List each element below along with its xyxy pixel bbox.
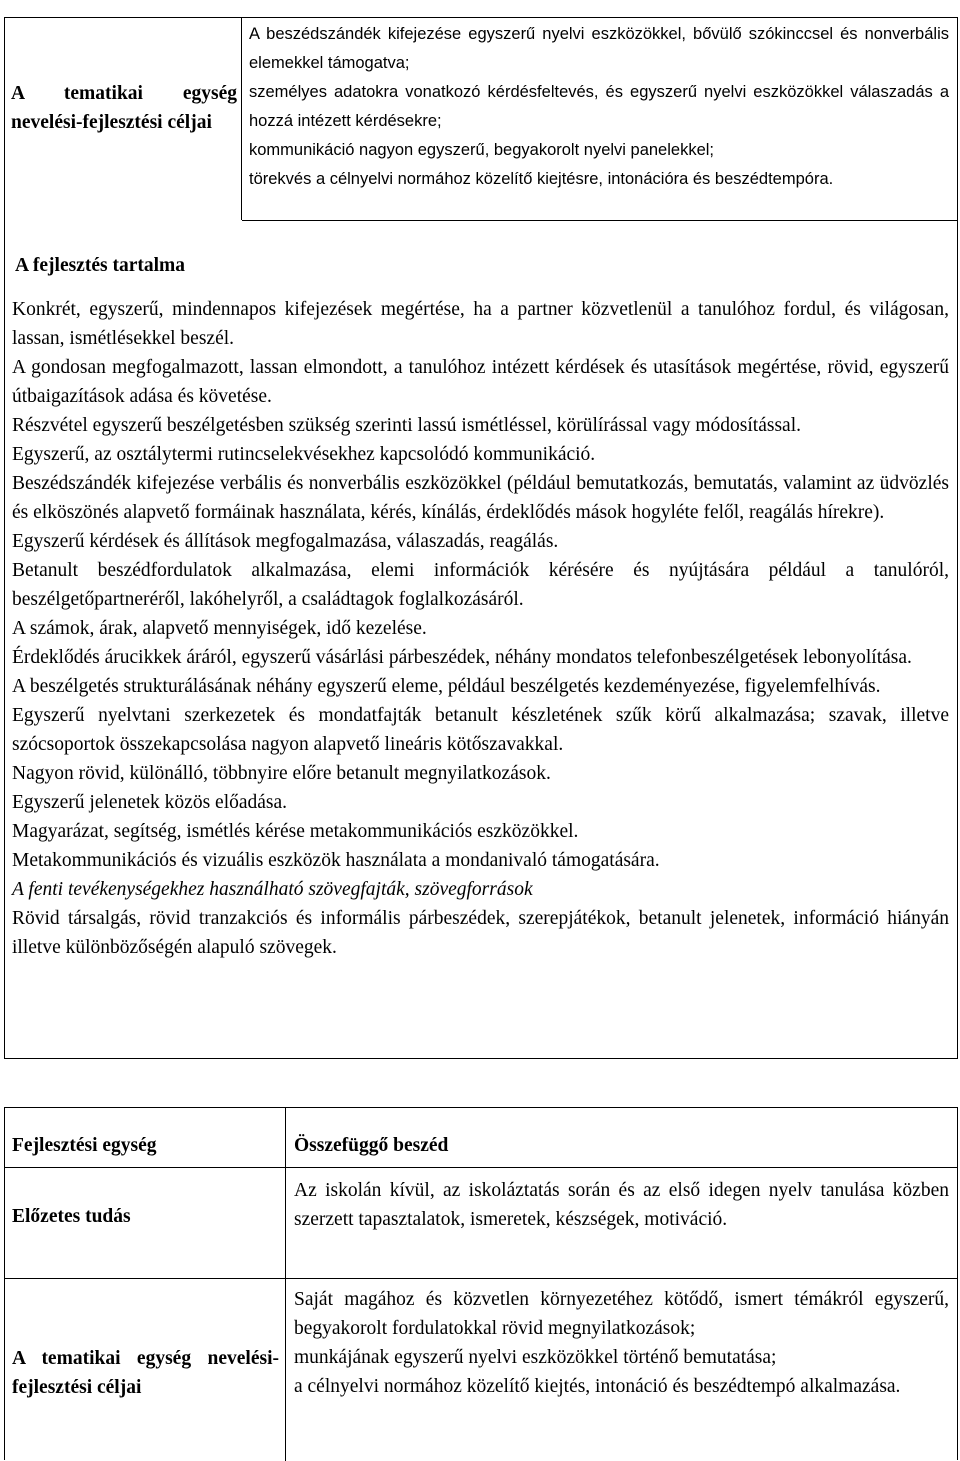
content-paragraph: Magyarázat, segítség, ismétlés kérése metakommunikációs eszközökkel. xyxy=(12,821,579,842)
content-paragraph: A beszélgetés strukturálásának néhány egyszerű eleme, például beszélgetés kezdeményezése, figyelemfelhívás. xyxy=(12,676,881,697)
goal-line: Saját magához és közvetlen környezetéhez kötődő, ismert témákról egyszerű, begyakorolt fordulatokkal rövid megnyilatkozások; xyxy=(294,1289,949,1339)
goal-line: kommunikáció nagyon egyszerű, begyakorolt nyelvi panelekkel; xyxy=(249,141,715,159)
content-paragraph: Metakommunikációs és vizuális eszközök használata a mondanivaló támogatására. xyxy=(12,850,660,871)
goals-label: A tematikai egység nevelési-fejlesztési céljai xyxy=(11,83,237,133)
goals-label-cell xyxy=(5,18,242,220)
text-types-paragraph: Rövid társalgás, rövid tranzakciós és informális párbeszédek, szerepjátékok, betanult jelenetek, információ hiányán illetve különbözőségén alapuló szövegek. xyxy=(12,908,949,958)
row-divider xyxy=(242,220,957,221)
goals-cell xyxy=(242,18,957,220)
goals-label-cell-2 xyxy=(5,1279,286,1461)
content-paragraph: Egyszerű jelenetek közös előadása. xyxy=(12,792,288,813)
content-cell xyxy=(12,295,949,962)
content-paragraph: A gondosan megfogalmazott, lassan elmondott, a tanulóhoz intézett kérdések és utasítások megértése, rövid, egyszerű útbaigazítások adása és követése. xyxy=(12,357,949,407)
content-paragraph: Érdeklődés árucikkek áráról, egyszerű vásárlási párbeszédek, néhány mondatos telefonbeszélgetések lebonyolítása. xyxy=(12,647,912,668)
content-paragraph: Egyszerű nyelvtani szerkezetek és mondatfajták betanult készletének szűk körű alkalmazása; szavak, illetve szócsoportok összekapcsolása nagyon alapvető lineáris kötőszavakkal. xyxy=(12,705,949,755)
content-paragraph: A számok, árak, alapvető mennyiségek, idő kezelése. xyxy=(12,618,427,639)
text-types-heading: A fenti tevékenységekhez használható szövegfajták, szövegforrások xyxy=(12,879,533,900)
goals-label-2: A tematikai egység nevelési-fejlesztési céljai xyxy=(12,1348,279,1398)
content-paragraph: Betanult beszédfordulatok alkalmazása, elemi információk kérésére és nyújtására például a tanulóról, beszélgetőpartneréről, lakóhelyről, a családtagok foglalkozásáról. xyxy=(12,560,949,610)
goal-line: törekvés a célnyelvi normához közelítő kiejtésre, intonációra és beszédtempóra. xyxy=(249,170,834,188)
content-paragraph: Konkrét, egyszerű, mindennapos kifejezések megértése, ha a partner közvetlenül a tanulóhoz fordul, és világosan, lassan, ismétlésekkel beszél. xyxy=(12,299,949,349)
goal-line: A beszédszándék kifejezése egyszerű nyelvi eszközökkel, bővülő szókinccsel és nonverbális elemekkel támogatva; xyxy=(249,25,949,72)
unit-label-cell xyxy=(5,1108,286,1167)
content-paragraph: Részvétel egyszerű beszélgetésben szükség szerinti lassú ismétléssel, körülírással vagy módosítással. xyxy=(12,415,801,436)
content-paragraph: Beszédszándék kifejezése verbális és nonverbális eszközökkel (például bemutatkozás, bemutatás, valamint az üdvözlés és elköszönés alapvető formáinak használata, kérés, kínálás, érdeklődés mások hogyléte felől, reagálás hírekre). xyxy=(12,473,949,523)
prior-value: Az iskolán kívül, az iskoláztatás során és az első idegen nyelv tanulása közben szerzett tapasztalatok, ismeretek, készségek, motiváció. xyxy=(294,1180,949,1230)
prior-label: Előzetes tudás xyxy=(12,1206,131,1227)
prior-value-cell xyxy=(286,1168,957,1278)
goal-line: a célnyelvi normához közelítő kiejtés, intonáció és beszédtempó alkalmazása. xyxy=(294,1376,901,1397)
development-table xyxy=(4,17,958,1059)
prior-knowledge-row xyxy=(5,1168,957,1279)
goal-line: munkájának egyszerű nyelvi eszközökkel történő bemutatása; xyxy=(294,1347,777,1368)
content-paragraph: Egyszerű, az osztálytermi rutincselekvésekhez kapcsolódó kommunikáció. xyxy=(12,444,596,465)
goals-row xyxy=(5,1279,957,1461)
content-paragraph: Egyszerű kérdések és állítások megfogalmazása, válaszadás, reagálás. xyxy=(12,531,559,552)
unit-label: Fejlesztési egység xyxy=(12,1135,157,1156)
unit-row xyxy=(5,1108,957,1168)
prior-label-cell xyxy=(5,1168,286,1278)
unit-table xyxy=(4,1107,958,1460)
content-paragraph: Nagyon rövid, különálló, többnyire előre betanult megnyilatkozások. xyxy=(12,763,551,784)
content-label: A fejlesztés tartalma xyxy=(15,255,186,276)
goals-value-cell-2 xyxy=(286,1279,957,1461)
goal-line: személyes adatokra vonatkozó kérdésfeltevés, és egyszerű nyelvi eszközökkel válaszadás a hozzá intézett kérdésekre; xyxy=(249,83,949,130)
unit-value: Összefüggő beszéd xyxy=(294,1135,449,1156)
unit-value-cell xyxy=(286,1108,957,1167)
